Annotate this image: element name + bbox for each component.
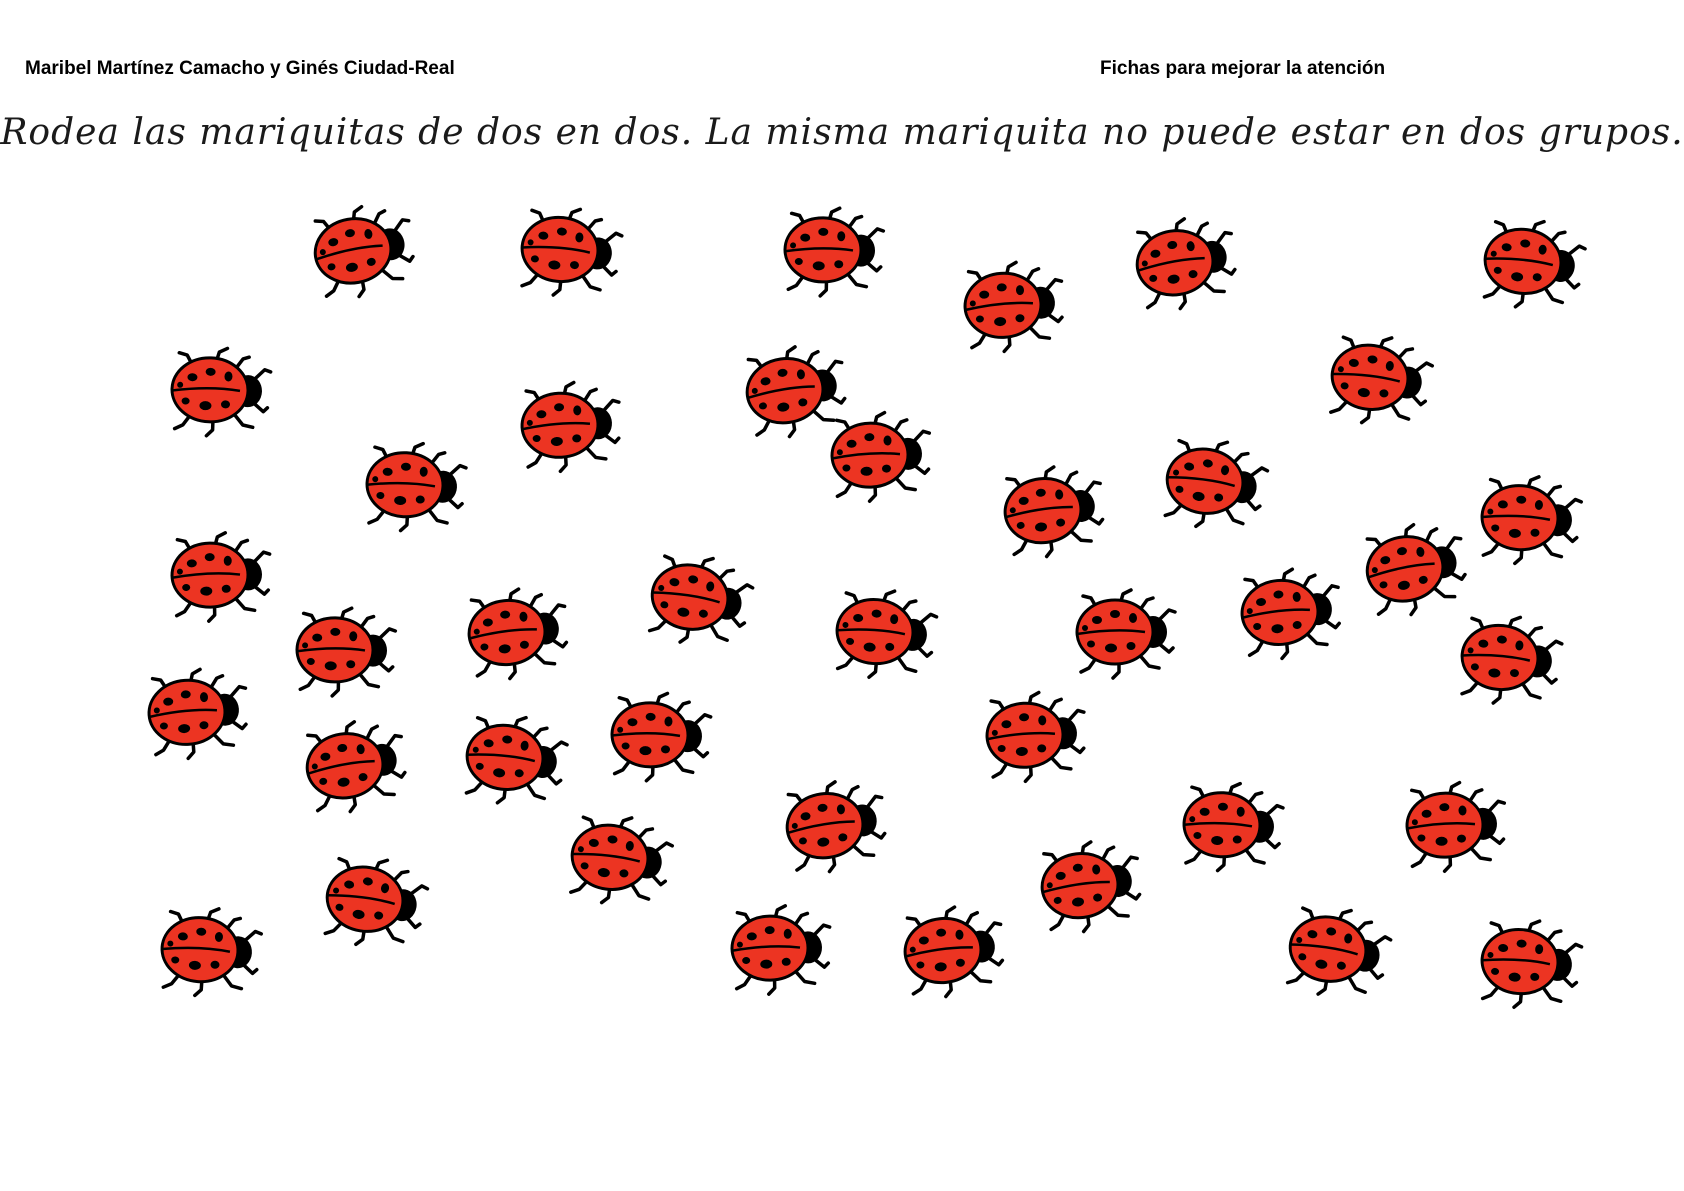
ladybug-icon[interactable] <box>1463 464 1588 572</box>
ladybug-icon[interactable] <box>715 897 835 999</box>
ladybug-icon[interactable] <box>968 682 1091 788</box>
ladybug-icon[interactable] <box>1389 773 1510 877</box>
ladybug-icon[interactable] <box>814 403 935 507</box>
ladybug-icon[interactable] <box>291 191 425 310</box>
ladybug-icon[interactable] <box>1463 205 1592 319</box>
ladybug-icon[interactable] <box>817 577 943 687</box>
ladybug-icon[interactable] <box>284 706 416 823</box>
ladybug-icon[interactable] <box>768 199 888 301</box>
ladybug-icon[interactable] <box>1462 907 1588 1017</box>
ladybug-icon[interactable] <box>155 524 275 626</box>
ladybug-icon[interactable] <box>304 841 436 958</box>
ladybug-icon[interactable] <box>1441 602 1569 714</box>
ladybug-icon[interactable] <box>143 896 268 1004</box>
ladybug-icon[interactable] <box>1165 772 1288 878</box>
instruction-text: Rodea las mariquitas de dos en dos. La misma mariquita no puede estar en dos grupos. <box>0 112 1684 153</box>
ladybug-icon[interactable] <box>628 539 762 658</box>
ladybug-icon[interactable] <box>1222 557 1348 667</box>
ladybug-icon[interactable] <box>280 599 400 701</box>
ladybug-icon[interactable] <box>1020 828 1149 942</box>
ladybug-icon[interactable] <box>348 432 471 538</box>
ladybug-icon[interactable] <box>1061 582 1179 682</box>
ladybug-icon[interactable] <box>1144 423 1276 540</box>
ladybug-icon[interactable] <box>445 701 574 815</box>
ladybug-icon[interactable] <box>983 453 1112 567</box>
ladybug-icon[interactable] <box>448 576 576 688</box>
header-authors: Maribel Martínez Camacho y Ginés Ciudad-Real <box>25 58 455 79</box>
ladybug-icon[interactable] <box>1310 320 1441 435</box>
ladybug-icon[interactable] <box>884 894 1012 1006</box>
ladybug-icon[interactable] <box>594 683 715 787</box>
ladybug-icon[interactable] <box>154 338 275 442</box>
ladybug-icon[interactable] <box>130 658 255 766</box>
ladybug-icon[interactable] <box>1114 203 1246 320</box>
ladybug-icon[interactable] <box>1266 891 1400 1010</box>
ladybug-icon[interactable] <box>550 800 681 915</box>
ladybug-icon[interactable] <box>501 194 629 306</box>
ladybug-icon[interactable] <box>503 372 626 478</box>
ladybug-icon[interactable] <box>765 767 896 882</box>
ladybug-icon[interactable] <box>946 251 1071 359</box>
header-series-title: Fichas para mejorar la atención <box>1100 58 1386 79</box>
